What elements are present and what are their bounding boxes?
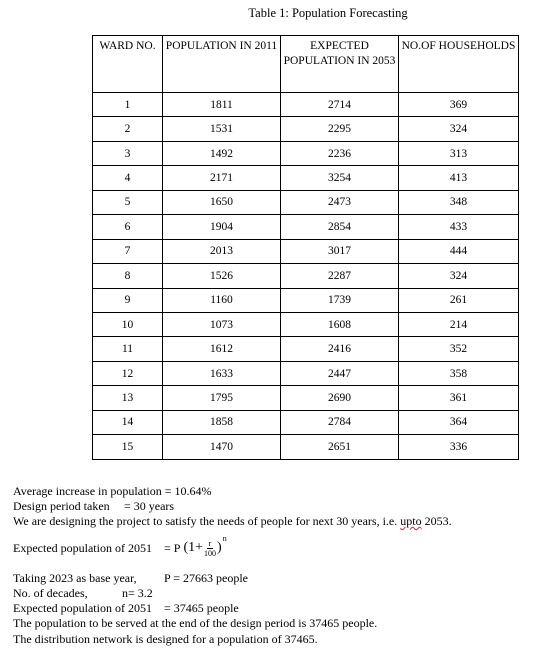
cell-households: 433 (399, 215, 519, 239)
table-row (93, 215, 519, 239)
table-row (93, 117, 519, 141)
cell-households: 324 (399, 117, 519, 141)
cell-households: 336 (399, 435, 519, 459)
cell-expected-population-2053: 2236 (281, 141, 399, 165)
distribution-network-text: The distribution network is designed for a population of 37465. (13, 632, 318, 646)
cell-population-2011: 1650 (163, 190, 281, 214)
cell-population-2011: 1526 (163, 264, 281, 288)
cell-expected-population-2053: 2651 (281, 435, 399, 459)
formula-open: (1+ (183, 540, 204, 555)
served-population-text: The population to be served at the end of the design period is 37465 people. (13, 616, 378, 630)
cell-population-2011: 1470 (163, 435, 281, 459)
table-row (93, 410, 519, 434)
cell-households: 369 (399, 93, 519, 117)
cell-expected-population-2053: 2690 (281, 386, 399, 410)
design-period-line (13, 499, 174, 513)
cell-ward-no: 8 (93, 264, 163, 288)
header-households: NO.OF HOUSEHOLDS (399, 36, 519, 93)
table-row (93, 288, 519, 312)
cell-households: 261 (399, 288, 519, 312)
cell-expected-population-2053: 2784 (281, 410, 399, 434)
population-formula (164, 534, 227, 558)
table-row (93, 93, 519, 117)
table-row (93, 190, 519, 214)
cell-population-2011: 1795 (163, 386, 281, 410)
cell-expected-population-2053: 2287 (281, 264, 399, 288)
table-body (93, 93, 519, 460)
header-population-2011: POPULATION IN 2011 (163, 36, 281, 93)
table-row (93, 264, 519, 288)
design-period-label: Design period taken (13, 499, 110, 513)
cell-ward-no: 3 (93, 141, 163, 165)
cell-ward-no: 10 (93, 312, 163, 336)
cell-ward-no: 12 (93, 361, 163, 385)
base-year-label: Taking 2023 as base year, (13, 571, 137, 585)
expected-result-value: = 37465 people (164, 601, 239, 615)
formula-denominator: 100 (204, 548, 217, 558)
designing-text-end: 2053. (421, 514, 452, 528)
cell-expected-population-2053: 2473 (281, 190, 399, 214)
designing-text-upto: upto (400, 514, 422, 528)
formula-lhs: = P (164, 541, 181, 555)
cell-households: 313 (399, 141, 519, 165)
cell-population-2011: 1531 (163, 117, 281, 141)
cell-expected-population-2053: 2447 (281, 361, 399, 385)
cell-ward-no: 5 (93, 190, 163, 214)
cell-ward-no: 15 (93, 435, 163, 459)
cell-expected-population-2053: 2416 (281, 337, 399, 361)
cell-expected-population-2053: 2854 (281, 215, 399, 239)
cell-households: 358 (399, 361, 519, 385)
cell-population-2011: 2171 (163, 166, 281, 190)
cell-expected-population-2053: 3017 (281, 239, 399, 263)
cell-ward-no: 1 (93, 93, 163, 117)
cell-expected-population-2053: 2714 (281, 93, 399, 117)
table-row (93, 312, 519, 336)
cell-population-2011: 1073 (163, 312, 281, 336)
expected-result-label: Expected population of 2051 (13, 601, 152, 615)
cell-population-2011: 1492 (163, 141, 281, 165)
cell-expected-population-2053: 1608 (281, 312, 399, 336)
formula-exponent: n (222, 534, 227, 543)
table-row (93, 141, 519, 165)
decades-value: n= 3.2 (122, 586, 153, 600)
table-row (93, 386, 519, 410)
expected-population-label: Expected population of 2051 (13, 541, 152, 555)
cell-population-2011: 2013 (163, 239, 281, 263)
table-row (93, 337, 519, 361)
table-row (93, 435, 519, 459)
population-table (92, 35, 519, 460)
cell-ward-no: 7 (93, 239, 163, 263)
expected-result-line (13, 601, 239, 615)
cell-expected-population-2053: 3254 (281, 166, 399, 190)
cell-households: 324 (399, 264, 519, 288)
cell-population-2011: 1160 (163, 288, 281, 312)
table-row (93, 239, 519, 263)
cell-population-2011: 1858 (163, 410, 281, 434)
table-row (93, 361, 519, 385)
cell-expected-population-2053: 2295 (281, 117, 399, 141)
average-increase-text: Average increase in population = 10.64% (13, 484, 212, 498)
table-row (93, 166, 519, 190)
designing-statement (13, 514, 452, 528)
header-expected-population-2053: EXPECTED POPULATION IN 2053 (281, 36, 399, 93)
formula-numerator: r (208, 538, 212, 548)
header-ward-no: WARD NO. (93, 36, 163, 93)
designing-text-start: We are designing the project to satisfy the needs of people for next 30 years, i.e. (13, 514, 401, 528)
cell-ward-no: 9 (93, 288, 163, 312)
table-caption: Table 1: Population Forecasting (248, 6, 408, 20)
cell-households: 352 (399, 337, 519, 361)
cell-ward-no: 11 (93, 337, 163, 361)
cell-expected-population-2053: 1739 (281, 288, 399, 312)
cell-households: 364 (399, 410, 519, 434)
cell-population-2011: 1633 (163, 361, 281, 385)
cell-households: 444 (399, 239, 519, 263)
cell-ward-no: 14 (93, 410, 163, 434)
cell-households: 413 (399, 166, 519, 190)
base-year-line (13, 571, 248, 585)
decades-label: No. of decades, (13, 586, 88, 600)
formula-line (13, 534, 227, 558)
base-year-value: P = 27663 people (164, 571, 248, 585)
cell-population-2011: 1811 (163, 93, 281, 117)
cell-households: 361 (399, 386, 519, 410)
cell-ward-no: 4 (93, 166, 163, 190)
design-period-value: = 30 years (124, 499, 175, 513)
cell-households: 348 (399, 190, 519, 214)
cell-households: 214 (399, 312, 519, 336)
cell-ward-no: 6 (93, 215, 163, 239)
formula-close: ) (217, 540, 222, 555)
table-header-row (93, 36, 519, 93)
cell-population-2011: 1612 (163, 337, 281, 361)
cell-population-2011: 1904 (163, 215, 281, 239)
cell-ward-no: 2 (93, 117, 163, 141)
decades-line (13, 586, 153, 600)
formula-fraction (204, 539, 216, 558)
cell-ward-no: 13 (93, 386, 163, 410)
